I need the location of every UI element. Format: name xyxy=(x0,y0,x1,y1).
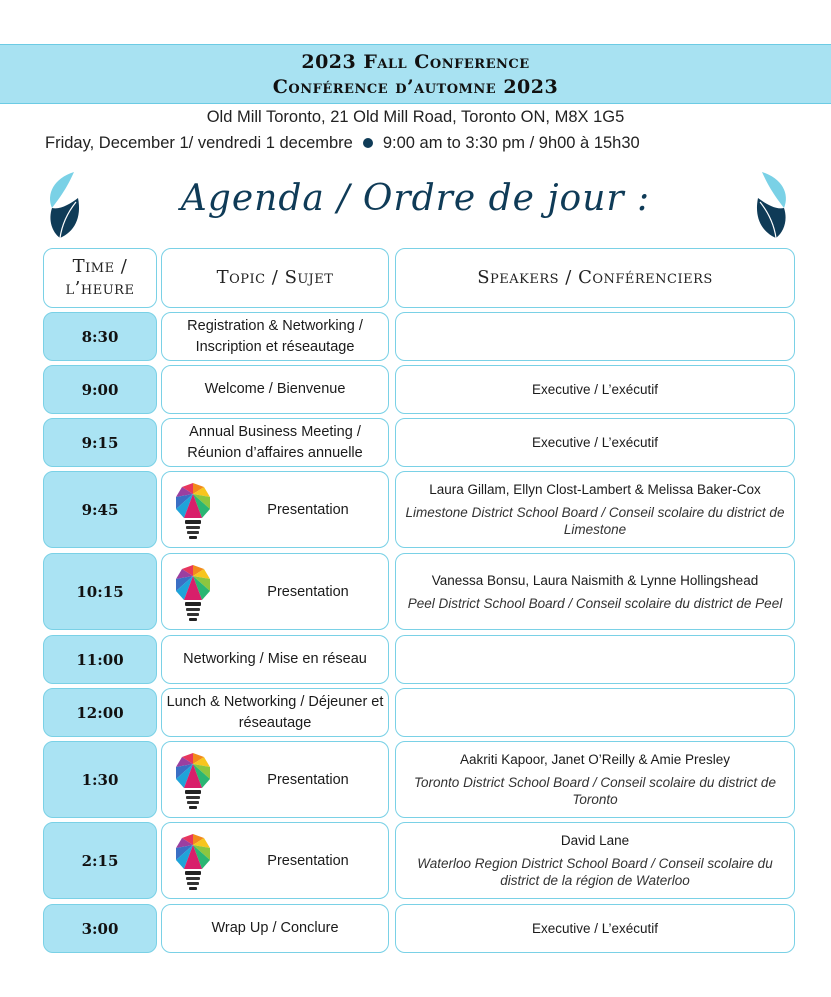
speaker-cell xyxy=(395,365,795,414)
time-cell: 12:00 xyxy=(43,688,157,737)
speaker-cell xyxy=(395,635,795,684)
time-cell: 9:45 xyxy=(43,471,157,548)
topic-label: Presentation xyxy=(267,583,349,600)
lightbulb-icon xyxy=(174,564,212,622)
venue-address: Old Mill Toronto, 21 Old Mill Road, Toronto ON, M8X 1G5 xyxy=(206,108,625,126)
speaker-names: Executive / L’exécutif xyxy=(531,382,659,397)
time-cell: 1:30 xyxy=(43,741,157,818)
topic-cell: Wrap Up / Conclure xyxy=(161,904,389,953)
event-date-line xyxy=(45,134,640,153)
header-time-label: Time / l’heure xyxy=(65,256,135,299)
lightbulb-icon xyxy=(174,833,212,891)
speaker-cell xyxy=(395,741,795,818)
time-cell: 8:30 xyxy=(43,312,157,361)
topic-cell xyxy=(161,553,389,630)
topic-cell: Lunch & Networking / Déjeuner et réseautage xyxy=(161,688,389,737)
speaker-names: Laura Gillam, Ellyn Clost-Lambert & Melissa Baker-Cox xyxy=(429,482,761,497)
time-cell: 11:00 xyxy=(43,635,157,684)
header-topic xyxy=(161,248,389,308)
topic-label: Presentation xyxy=(267,771,349,788)
school-board: Toronto District School Board / Conseil scolaire du district de Toronto xyxy=(414,775,776,807)
topic-cell: Networking / Mise en réseau xyxy=(161,635,389,684)
conference-banner xyxy=(0,44,831,104)
header-speakers-label: Speakers / Conférenciers xyxy=(477,267,713,288)
header-time xyxy=(43,248,157,308)
speaker-cell xyxy=(395,471,795,548)
school-board: Waterloo Region District School Board / Conseil scolaire du district de la région de Waterloo xyxy=(417,856,773,888)
speaker-cell xyxy=(395,688,795,737)
speaker-names: David Lane xyxy=(560,833,630,848)
topic-label: Presentation xyxy=(267,501,349,518)
speaker-names: Executive / L’exécutif xyxy=(531,921,659,936)
conference-title-fr: Conférence d’automne 2023 xyxy=(272,76,559,98)
time-cell: 9:00 xyxy=(43,365,157,414)
topic-cell xyxy=(161,471,389,548)
speaker-names: Aakriti Kapoor, Janet O’Reilly & Amie Presley xyxy=(459,752,731,767)
school-board: Limestone District School Board / Conseil scolaire du district de Limestone xyxy=(405,505,785,537)
speaker-cell xyxy=(395,553,795,630)
topic-cell xyxy=(161,741,389,818)
topic-label: Presentation xyxy=(267,852,349,869)
time-cell: 9:15 xyxy=(43,418,157,467)
time-cell: 2:15 xyxy=(43,822,157,899)
speaker-cell xyxy=(395,904,795,953)
time-cell: 10:15 xyxy=(43,553,157,630)
event-date: Friday, December 1/ vendredi 1 decembre xyxy=(45,134,353,152)
speaker-names: Vanessa Bonsu, Laura Naismith & Lynne Hollingshead xyxy=(431,572,759,588)
speaker-cell xyxy=(395,418,795,467)
topic-cell: Annual Business Meeting / Réunion d’affaires annuelle xyxy=(161,418,389,467)
topic-cell: Registration & Networking / Inscription et réseautage xyxy=(161,312,389,361)
header-topic-label: Topic / Sujet xyxy=(216,267,334,288)
school-board: Peel District School Board / Conseil scolaire du district de Peel xyxy=(407,595,783,611)
lightbulb-icon xyxy=(174,752,212,810)
topic-cell: Welcome / Bienvenue xyxy=(161,365,389,414)
topic-cell xyxy=(161,822,389,899)
event-time: 9:00 am to 3:30 pm / 9h00 à 15h30 xyxy=(382,134,640,152)
bullet-dot-icon xyxy=(363,138,373,148)
speaker-cell xyxy=(395,312,795,361)
agenda-title: Agenda / Ordre de jour : xyxy=(180,178,651,219)
time-cell: 3:00 xyxy=(43,904,157,953)
lightbulb-icon xyxy=(174,482,212,540)
speaker-cell xyxy=(395,822,795,899)
header-speakers xyxy=(395,248,795,308)
speaker-names: Executive / L’exécutif xyxy=(531,435,659,450)
conference-title-en: 2023 Fall Conference xyxy=(301,51,530,73)
